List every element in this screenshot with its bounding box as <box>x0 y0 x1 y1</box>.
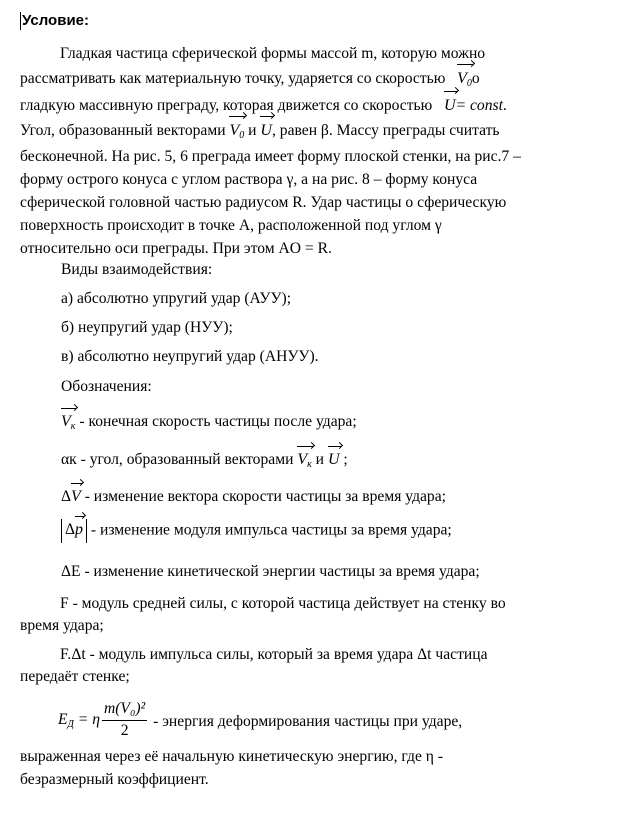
vector-vk: $V_к$ <box>297 449 311 476</box>
section-heading: Условие: <box>22 12 90 29</box>
intro-line-4 <box>20 119 557 147</box>
kind-item-1: а) абсолютно упругий удар (АУУ); <box>61 290 292 307</box>
vector-v: V <box>71 486 81 508</box>
vector-u: U <box>444 94 456 117</box>
notation-ed-line-3: безразмерный коэффициент. <box>20 771 209 788</box>
vector-u: U <box>328 449 340 471</box>
intro-text: рассматривать как материальную точку, ударяется со скоростью <box>20 70 446 87</box>
kind-item-3: в) абсолютно неупругий удар (АНУУ). <box>61 348 319 365</box>
notation-ed-line-2: выраженная через её начальную кинетическую энергию, где η - <box>20 748 444 765</box>
intro-line-6: форму острого конуса с углом раствора γ, а на рис. 8 – форму конуса <box>20 171 478 188</box>
vector-u: U <box>260 119 272 142</box>
notation-text: - энергия деформирования частицы при ударе, <box>149 713 463 731</box>
intro-line-5: бесконечной. На рис. 5, 6 преграда имеет форму плоской стенки, на рис.7 – <box>20 148 521 165</box>
notation-text: αк - угол, образованный векторами <box>61 451 298 468</box>
kind-item-2: б) неупругий удар (НУУ); <box>61 319 233 336</box>
vector-p: p <box>75 519 83 541</box>
intro-line-3 <box>20 94 557 117</box>
const-text: = const <box>455 97 503 114</box>
intro-line-2 <box>20 67 557 95</box>
notation-fdt-line-2: передаёт стенке; <box>20 668 130 685</box>
notation-text: - конечная скорость частицы после удара; <box>75 413 357 430</box>
notation-fdt-line-1: F.Δt - модуль импульса силы, который за время удара Δt частица <box>60 646 488 663</box>
kinds-title: Виды взаимодействия: <box>61 261 213 278</box>
intro-text: о <box>471 70 480 87</box>
intro-line-8: поверхность происходит в точке A, расположенной под углом γ <box>20 217 442 234</box>
intro-line-1: Гладкая частица сферической формы массой m, которую можно <box>60 45 486 62</box>
delta-symbol: Δ <box>61 488 72 505</box>
energy-formula: $E_Д = \eta$ $\frac{\text{m(V₀)²}}{2}$ <box>58 700 146 740</box>
vector-v0: $V_0$ <box>229 119 244 147</box>
intro-line-7: сферической головной частью радиусом R. Удар частицы о сферическую <box>20 194 507 211</box>
intro-text: и <box>248 122 257 139</box>
notation-text: - изменение вектора скорости частицы за время удара; <box>80 488 446 505</box>
notation-dv <box>61 486 561 508</box>
notation-ed-line-1 <box>58 698 557 747</box>
notation-de: ΔE - изменение кинетической энергии частицы за время удара; <box>61 563 480 580</box>
intro-text: . <box>502 97 507 114</box>
notation-vk <box>61 411 561 438</box>
intro-text: Угол, образованный векторами <box>20 122 226 139</box>
energy-fraction: $\frac{\text{m(V₀)²}}{2}$ <box>103 700 146 740</box>
intro-line-9: относительно оси преграды. При этом AO = R. <box>20 240 332 257</box>
notation-text: - изменение модуля импульса частицы за время удара; <box>87 521 452 539</box>
intro-text: гладкую массивную преграду, которая движется со скоростью <box>20 97 433 114</box>
notation-dp <box>61 519 561 543</box>
notation-f-line-2: время удара; <box>20 617 104 634</box>
notation-text: ; <box>339 451 348 468</box>
notation-alpha <box>61 449 561 476</box>
notation-text: и <box>311 451 328 468</box>
vector-vk: $V_к$ <box>61 411 75 438</box>
notation-f-line-1: F - модуль средней силы, с которой частица действует на стенку во <box>60 595 506 612</box>
vector-v0: $V_0$ <box>457 67 472 95</box>
notation-title: Обозначения: <box>61 378 152 395</box>
intro-text: , равен β. Массу преграды считать <box>271 122 500 139</box>
abs-delta-p: Δp <box>61 519 87 543</box>
